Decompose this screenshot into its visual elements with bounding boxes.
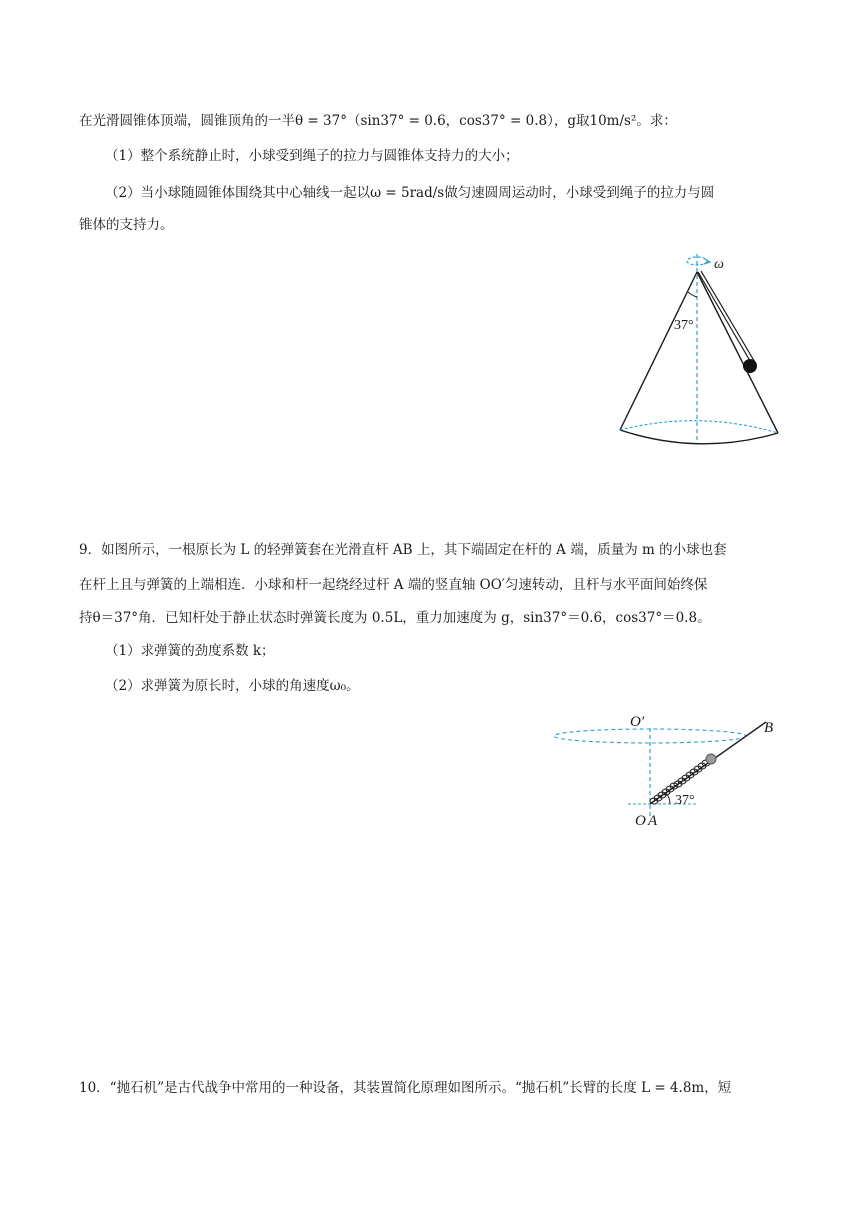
q8-part-2-line-1: （2）当小球随圆锥体围绕其中心轴线一起以ω = 5rad/s做匀速圆周运动时，小球受到绳子的拉力与圆 bbox=[105, 185, 715, 201]
q9-text-line-3: 持θ＝37°角．已知杆处于静止状态时弹簧长度为 0.5L，重力加速度为 g，sin37°＝0.6，cos37°＝0.8。 bbox=[79, 610, 711, 626]
q9-part-2: （2）求弹簧为原长时，小球的角速度ω₀。 bbox=[105, 678, 360, 694]
angle-37-label: 37° bbox=[675, 793, 695, 808]
q9-text-line-1: 9．如图所示，一根原长为 L 的轻弹簧套在光滑直杆 AB 上，其下端固定在杆的 A 端，质量为 m 的小球也套 bbox=[79, 542, 727, 558]
cone-figure bbox=[610, 250, 790, 450]
q8-part-2-line-2: 锥体的支持力。 bbox=[79, 217, 174, 233]
q8-part-1: （1）整个系统静止时，小球受到绳子的拉力与圆锥体支持力的大小； bbox=[105, 148, 519, 164]
angle-37-label: 37° bbox=[674, 318, 694, 333]
label-o: O bbox=[635, 813, 646, 829]
label-b: B bbox=[764, 720, 774, 736]
label-o-prime: O′ bbox=[630, 714, 645, 730]
ball-icon bbox=[743, 359, 757, 373]
q10-text-line-1: 10．“抛石机”是古代战争中常用的一种设备，其装置简化原理如图所示。“抛石机”长臂的长度 L = 4.8m，短 bbox=[79, 1080, 732, 1096]
label-a: A bbox=[648, 813, 658, 829]
spring-rod-figure bbox=[548, 708, 788, 833]
ball-icon bbox=[706, 754, 716, 764]
q9-text-line-2: 在杆上且与弹簧的上端相连．小球和杆一起绕经过杆 A 端的竖直轴 OO′匀速转动，且杆与水平面间始终保 bbox=[79, 577, 708, 593]
q9-part-1: （1）求弹簧的劲度系数 k； bbox=[105, 643, 275, 659]
omega-label: ω bbox=[714, 257, 724, 272]
q8-text-line-1: 在光滑圆锥体顶端，圆锥顶角的一半θ = 37°（sin37° = 0.6，cos37° = 0.8），g取10m/s²。求： bbox=[79, 113, 677, 129]
